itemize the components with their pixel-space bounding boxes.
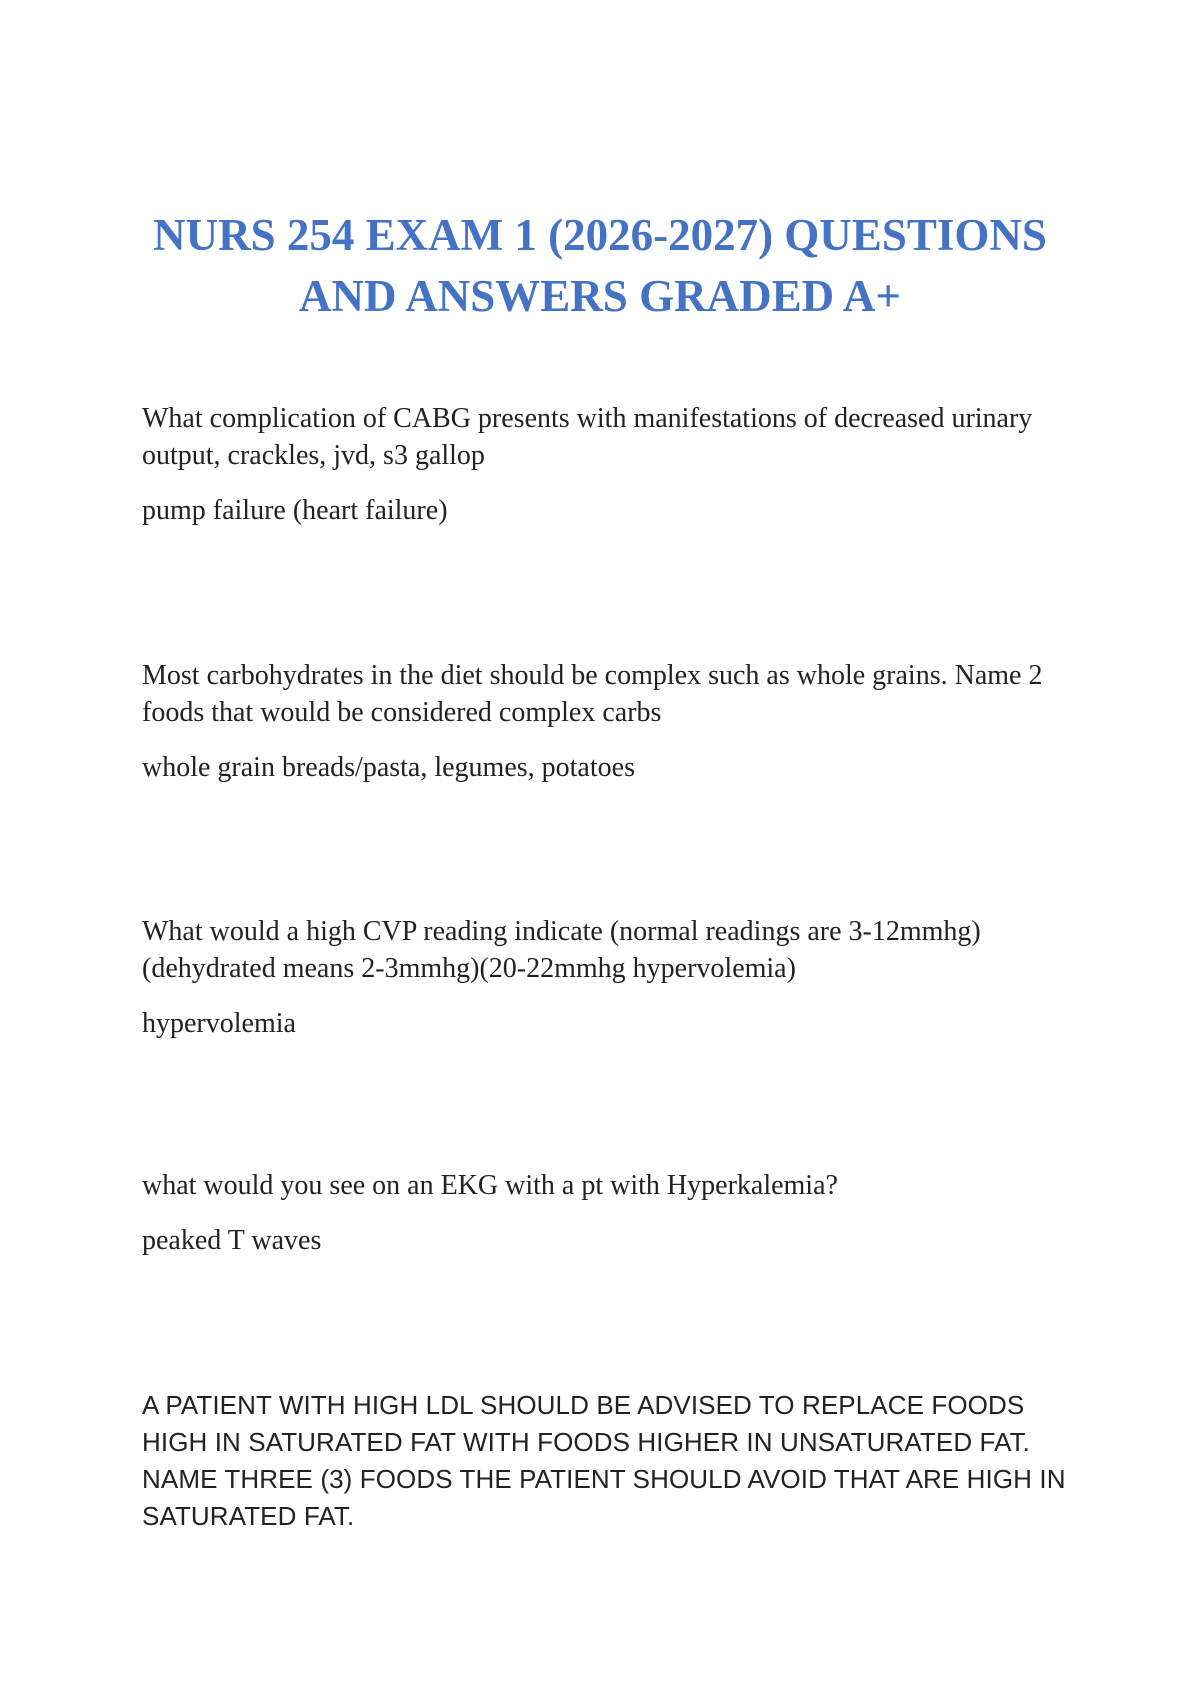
qa-item-1 — [142, 400, 1082, 529]
qa-item-3 — [142, 913, 1082, 1042]
qa-item-2 — [142, 657, 1082, 786]
question-text: What complication of CABG presents with manifestations of decreased urinary output, crackles, jvd, s3 gallop — [142, 403, 1033, 471]
question-text: A PATIENT WITH HIGH LDL SHOULD BE ADVISED TO REPLACE FOODS HIGH IN SATURATED FAT WITH FOODS HIGHER IN UNSATURATED FAT. NAME THREE (3) FOODS THE PATIENT SHOULD AVOID THAT ARE HIGH IN SATURATED FAT. — [142, 1390, 1066, 1531]
answer-text: pump failure (heart failure) — [142, 495, 448, 526]
qa-item-4 — [142, 1167, 1082, 1259]
answer-text: whole grain breads/pasta, legumes, potatoes — [142, 752, 635, 783]
question-text: what would you see on an EKG with a pt with Hyperkalemia? — [142, 1170, 838, 1201]
answer-text: peaked T waves — [142, 1225, 322, 1256]
document-title: NURS 254 EXAM 1 (2026-2027) QUESTIONS AND ANSWERS GRADED A+ — [153, 210, 1047, 321]
question-text: Most carbohydrates in the diet should be complex such as whole grains. Name 2 foods that would be considered complex carbs — [142, 660, 1043, 728]
question-text: What would a high CVP reading indicate (normal readings are 3-12mmhg) (dehydrated means 2-3mmhg)(20-22mmhg hypervolemia) — [142, 916, 981, 984]
answer-text: hypervolemia — [142, 1008, 296, 1039]
qa-item-5 — [142, 1387, 1082, 1535]
